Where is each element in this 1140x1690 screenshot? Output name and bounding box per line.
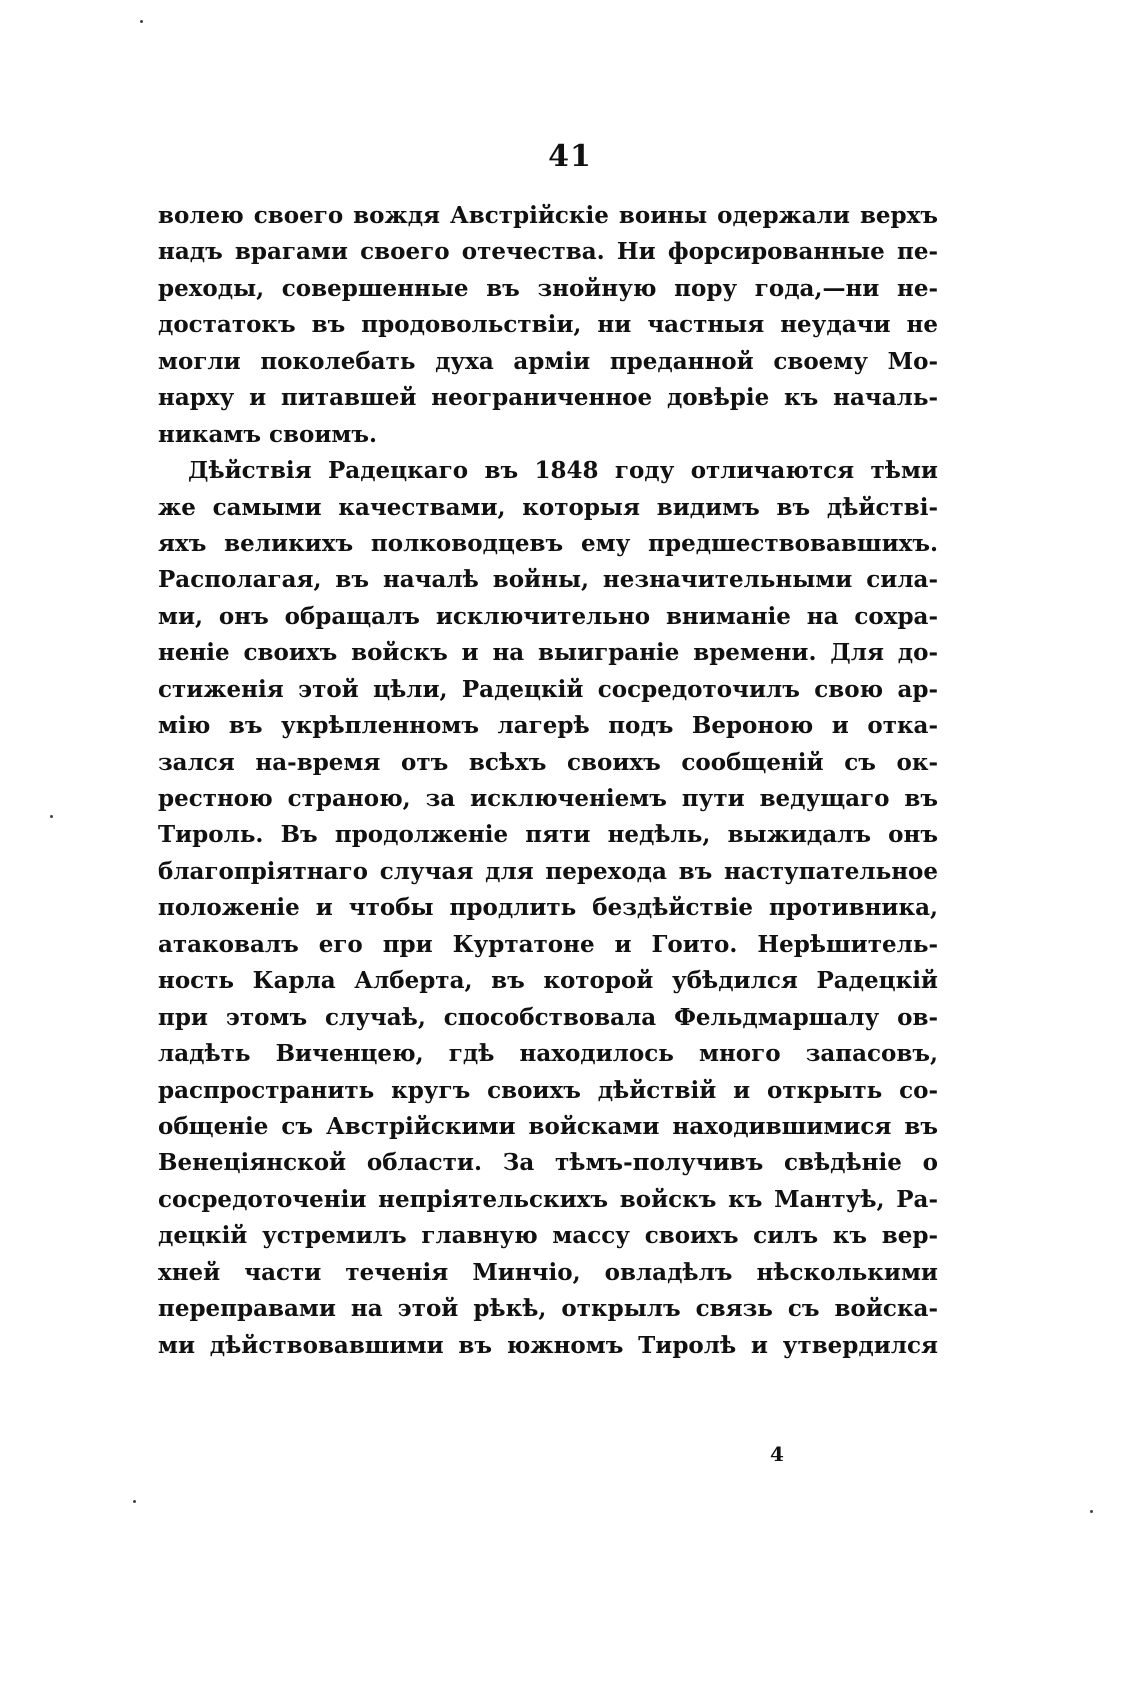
text-line: реходы, совершенные въ знойную пору года,—ни не- (158, 274, 938, 302)
text-line: достатокъ въ продовольствіи, ни частныя неудачи не (158, 311, 938, 339)
page-number: 41 (548, 139, 592, 174)
text-line: неніе своихъ войскъ и на выиграніе времени. Для до- (158, 639, 938, 667)
text-line: Дѣйствія Радецкаго въ 1848 году отличаются тѣми (188, 457, 938, 485)
text-line: благопріятнаго случая для перехода въ наступательное (158, 857, 938, 885)
text-line: распространить кругъ своихъ дѣйствій и открыть со- (158, 1076, 938, 1104)
text-line: атаковалъ его при Куртатоне и Гоито. Нерѣшитель- (158, 930, 938, 958)
scan-speck (50, 815, 53, 818)
scan-speck (140, 20, 143, 23)
text-line: мію въ укрѣпленномъ лагерѣ подъ Вероною и отка- (158, 712, 938, 740)
text-line: децкій устремилъ главную массу своихъ силъ къ вер- (158, 1222, 938, 1250)
text-line: нарху и питавшей неограниченное довѣріе къ началь- (158, 384, 938, 412)
text-line: сосредоточеніи непріятельскихъ войскъ къ Мантуѣ, Ра- (158, 1185, 938, 1213)
text-line: ность Карла Алберта, въ которой убѣдился Радецкій (158, 967, 938, 995)
text-line: ми, онъ обращалъ исключительно вниманіе на сохра- (158, 602, 938, 630)
text-line: волею своего вождя Австрійскіе воины одержали верхъ (158, 202, 938, 229)
text-line: яхъ великихъ полководцевъ ему предшествовавшихъ. (158, 529, 938, 557)
signature-mark: 4 (770, 1442, 784, 1466)
text-line: же самыми качествами, которыя видимъ въ дѣйстві- (158, 493, 938, 521)
text-line: надъ врагами своего отечества. Ни форсированные пе- (158, 238, 938, 266)
text-line: общеніе съ Австрійскими войсками находившимися въ (158, 1112, 938, 1140)
text-line: положеніе и чтобы продлить бездѣйствіе противника, (158, 894, 938, 922)
text-line: рестною страною, за исключеніемъ пути ведущаго въ (158, 785, 938, 812)
text-line: Располагая, въ началѣ войны, незначительными сила- (158, 566, 938, 594)
text-line: ладѣть Виченцею, гдѣ находилось много запасовъ, (158, 1040, 938, 1068)
text-line: хней части теченія Минчіо, овладѣлъ нѣсколькими (158, 1258, 938, 1286)
body-text (158, 198, 938, 1364)
text-line: никамъ своимъ. (158, 420, 378, 448)
text-line: переправами на этой рѣкѣ, открылъ связь съ войска- (158, 1295, 938, 1323)
text-line: Венеціянской области. За тѣмъ-получивъ свѣдѣніе о (158, 1149, 938, 1177)
text-line: при этомъ случаѣ, способствовала Фельдмаршалу ов- (158, 1003, 938, 1031)
text-line: могли поколебать духа арміи преданной своему Мо- (158, 347, 938, 375)
text-line: зался на-время отъ всѣхъ своихъ сообщеній съ ок- (158, 748, 938, 776)
text-line: Тироль. Въ продолженіе пяти недѣль, выжидалъ онъ (158, 821, 938, 849)
scan-speck (1090, 1510, 1093, 1513)
text-line: стиженія этой цѣли, Радецкій сосредоточилъ свою ар- (158, 675, 938, 703)
text-line: ми дѣйствовавшими въ южномъ Тиролѣ и утвердился (158, 1331, 938, 1359)
scan-speck (133, 1500, 136, 1503)
